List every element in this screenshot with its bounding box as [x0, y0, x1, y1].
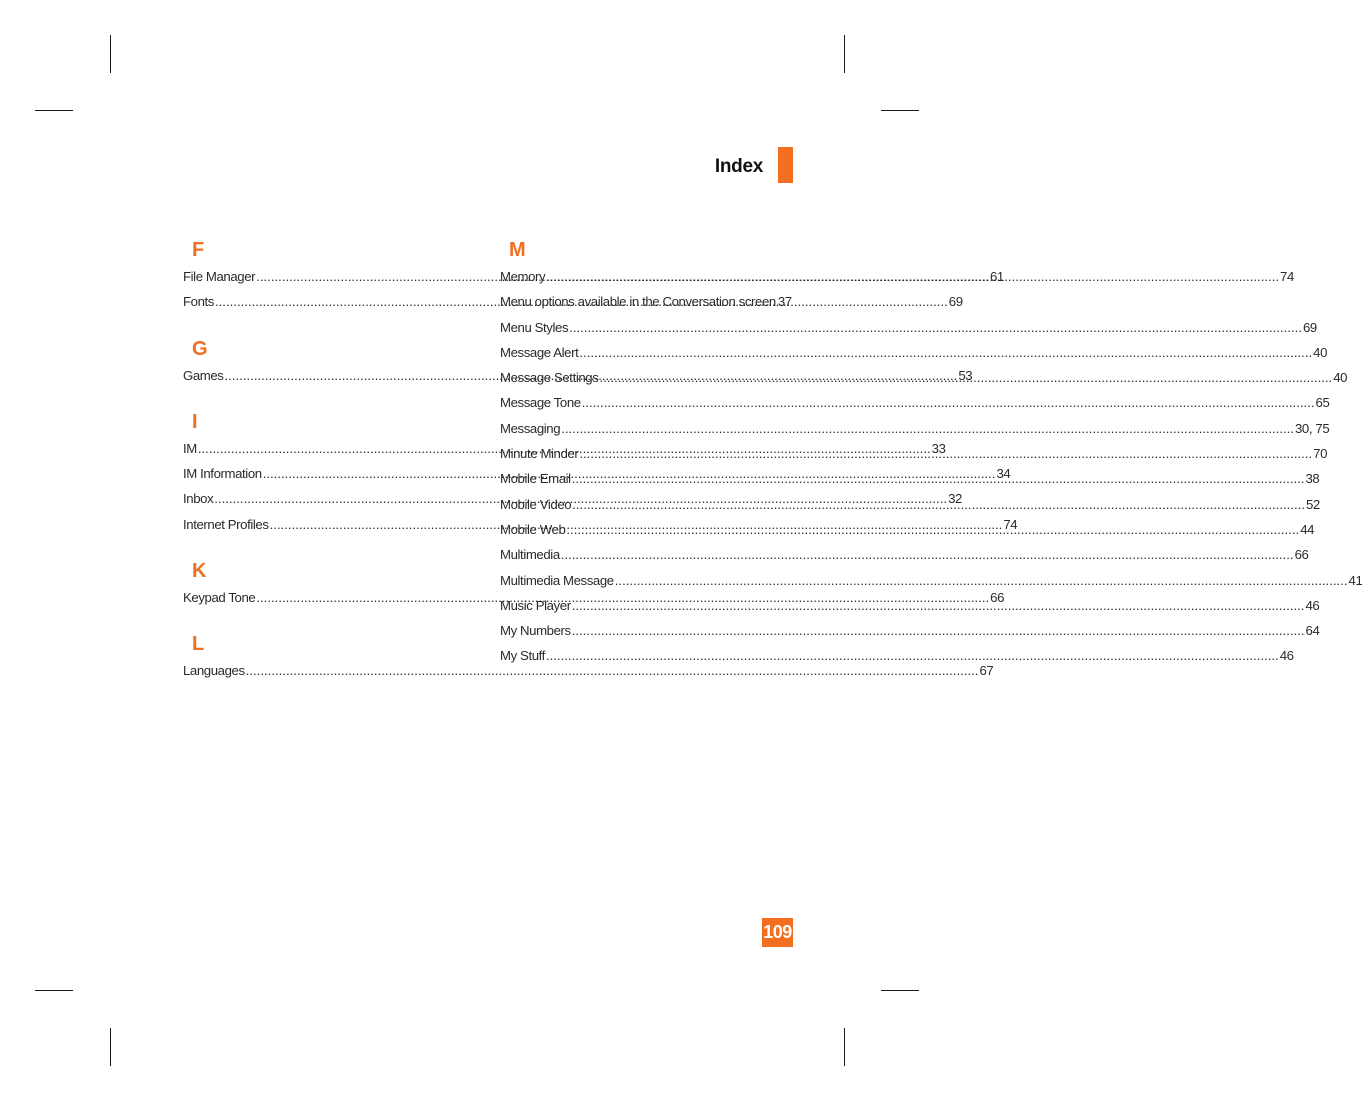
entry-page: 40: [1333, 370, 1348, 386]
dot-leader: [561, 542, 1294, 567]
entry-page: 65: [1315, 395, 1330, 411]
crop-mark: [844, 35, 845, 73]
dot-leader: [572, 593, 1305, 618]
entry-page: 33: [931, 440, 946, 456]
entry-term: Inbox: [183, 491, 214, 507]
entry-term: Languages: [183, 663, 245, 679]
index-entry: [500, 416, 1330, 441]
section-letter: F: [192, 239, 205, 261]
entry-term: Menu Styles: [500, 319, 569, 335]
dot-leader: [569, 315, 1302, 340]
section-letter: L: [192, 633, 205, 656]
index-entry: [500, 289, 792, 314]
dot-leader: [566, 517, 1299, 542]
dot-leader: [572, 618, 1305, 643]
entry-page: 74: [1003, 516, 1018, 532]
entry-term: Music Player: [500, 597, 571, 613]
entry-term: IM Information: [183, 466, 262, 482]
index-entry: [500, 340, 1328, 365]
entry-term: Games: [183, 367, 224, 383]
crop-mark: [881, 990, 919, 991]
entry-term: Fonts: [183, 294, 214, 310]
entry-page: 34: [996, 466, 1011, 482]
entry-page: 52: [1306, 496, 1320, 512]
dot-leader: [599, 365, 1332, 390]
crop-mark: [35, 110, 73, 111]
entry-term: Multimedia: [500, 547, 560, 563]
page-number: 109: [762, 918, 793, 947]
crop-mark: [35, 990, 73, 991]
crop-mark: [110, 35, 111, 73]
dot-leader: [561, 416, 1294, 441]
index-entry: [500, 568, 1362, 593]
entry-term: My Stuff: [500, 648, 545, 664]
entry-page: 38: [1305, 471, 1320, 487]
entry-term: Messaging: [500, 420, 561, 436]
entry-term: Minute Minder: [500, 446, 579, 462]
section-tab-marker: [778, 147, 793, 183]
entry-term: My Numbers: [500, 623, 571, 639]
dot-leader: [572, 466, 1305, 491]
dot-leader: [579, 441, 1312, 466]
entry-page: 37: [777, 294, 792, 310]
entry-page: 30, 75: [1294, 420, 1330, 436]
dot-leader: [579, 340, 1312, 365]
entry-term: Keypad Tone: [183, 590, 256, 606]
entry-page: 46: [1279, 648, 1294, 664]
index-entry: [183, 658, 994, 683]
crop-mark: [844, 1028, 845, 1066]
dot-leader: [572, 492, 1305, 517]
entry-term: Mobile Web: [500, 521, 566, 537]
entry-page: 40: [1313, 344, 1328, 360]
entry-page: 41: [1348, 572, 1362, 588]
entry-term: Message Settings: [500, 370, 599, 386]
entry-page: 32: [948, 491, 962, 507]
entry-term: Internet Profiles: [183, 516, 269, 532]
entry-page: 66: [1294, 547, 1309, 563]
crop-mark: [110, 1028, 111, 1066]
section-letter: M: [509, 239, 526, 261]
index-entry: [500, 643, 1294, 668]
entry-page: 44: [1300, 521, 1315, 537]
entry-page: 69: [948, 294, 963, 310]
index-entry: [500, 618, 1320, 643]
entry-page: 70: [1313, 446, 1328, 462]
entry-term: File Manager: [183, 269, 256, 284]
page-title: Index: [714, 156, 763, 177]
section-letter: I: [192, 410, 198, 433]
section-letter: K: [192, 560, 207, 583]
index-entry: [500, 315, 1317, 340]
index-entry: [500, 542, 1309, 567]
entry-term: Multimedia Message: [500, 572, 614, 588]
entry-term: Memory: [500, 269, 546, 284]
entry-page: 69: [1302, 319, 1317, 335]
entry-term: Mobile Email: [500, 471, 571, 487]
dot-leader: [546, 264, 1279, 289]
entry-page: 46: [1305, 597, 1320, 613]
dot-leader: [546, 643, 1279, 668]
entry-term: IM: [183, 440, 197, 456]
entry-page: 67: [979, 663, 994, 679]
crop-mark: [881, 110, 919, 111]
entry-term: Menu options available in the Conversation screen: [500, 294, 776, 310]
entry-page: 66: [990, 590, 1005, 606]
entry-page: 64: [1305, 623, 1320, 639]
dot-leader: [615, 568, 1348, 593]
entry-page: 74: [1280, 269, 1294, 284]
dot-leader: [582, 390, 1315, 415]
entry-term: Message Alert: [500, 344, 579, 360]
index-entry: [500, 390, 1330, 415]
entry-page: 61: [989, 269, 1004, 284]
entry-term: Message Tone: [500, 395, 581, 411]
entry-page: 53: [958, 367, 973, 383]
section-letter: G: [192, 337, 208, 360]
entry-term: Mobile Video: [500, 496, 572, 512]
